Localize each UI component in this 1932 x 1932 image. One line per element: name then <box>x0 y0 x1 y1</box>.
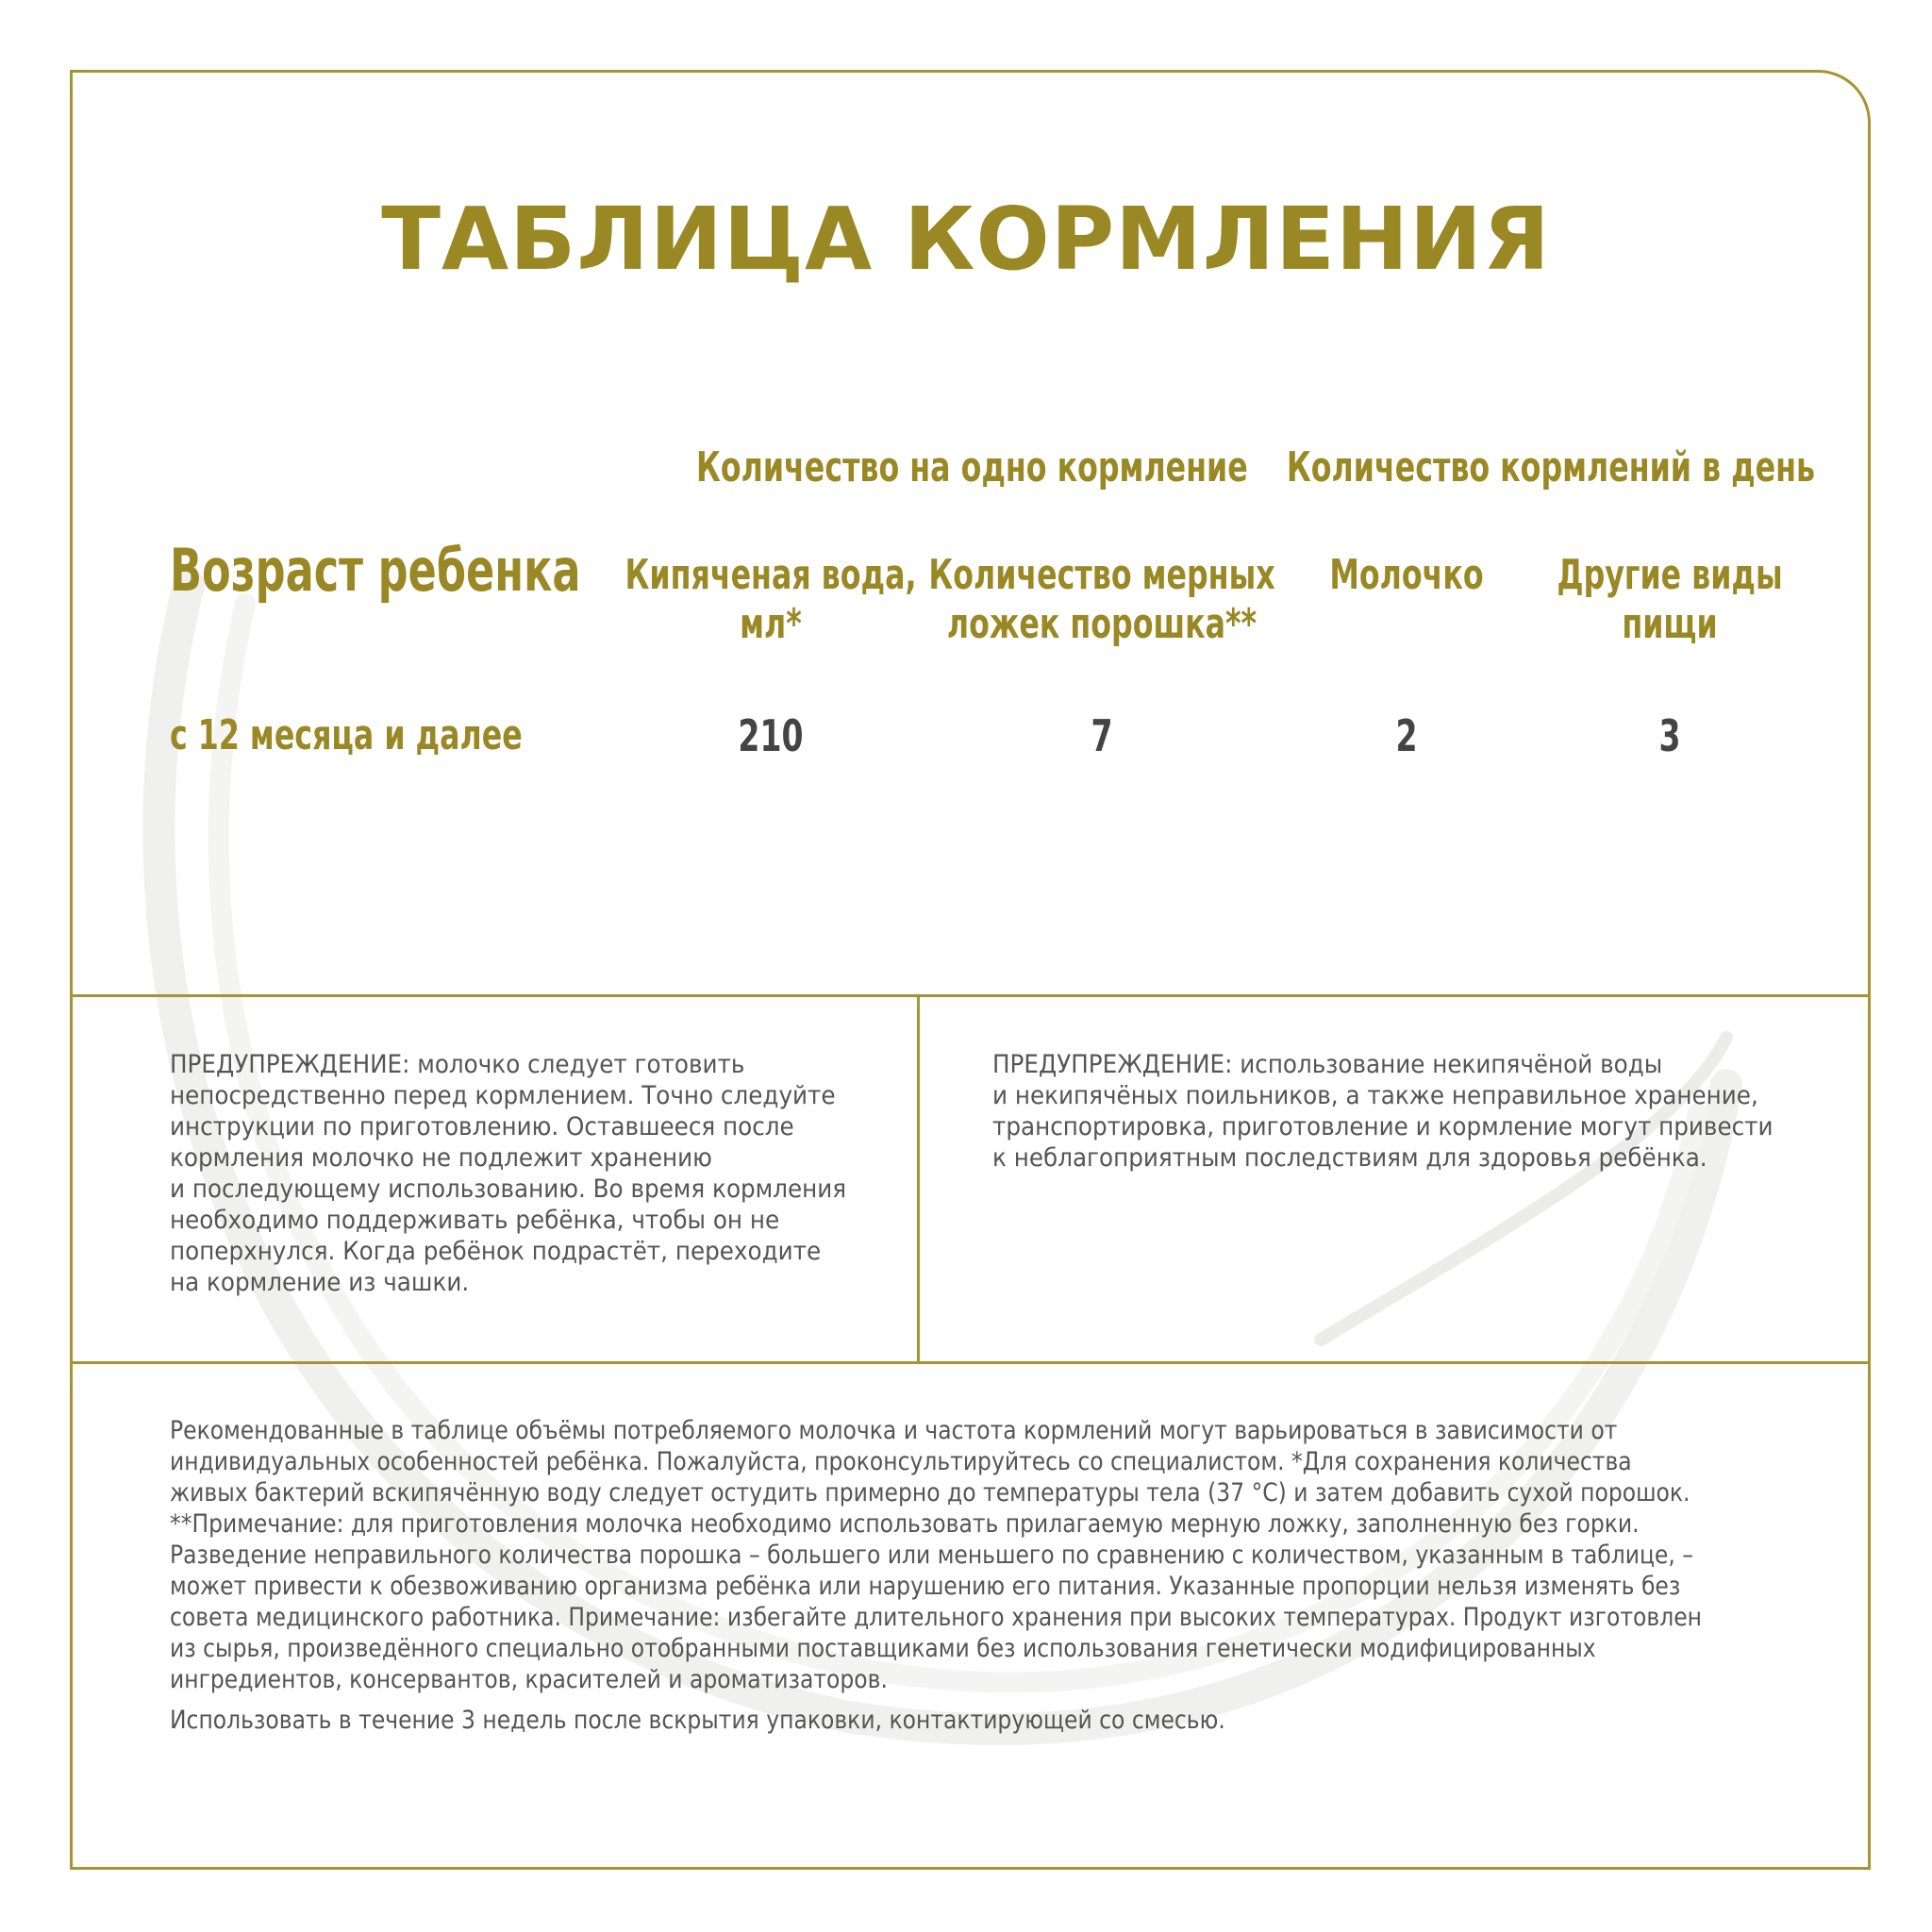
notes-paragraph: Рекомендованные в таблице объёмы потребляемого молочка и частота кормлений могут варьироваться в зависимости от индивидуальных особенностей ребёнка. Пожалуйста, проконсультируйтесь со специалистом. *Для сохранения количества живых бактерий вскипячённую воду следует остудить примерно до температуры тела (37 °С) и затем добавить сухой порошок. **Примечание: для приготовления молочка необходимо использовать прилагаемую мерную ложку, заполненную без горки. Разведение неправильного количества порошка – большего или меньшего по сравнению с количеством, указанным в таблице, – может привести к обезвоживанию организма ребёнка или нарушению его питания. Указанные пропорции нельзя изменять без совета медицинского работника. Примечание: избегайте длительного хранения при высоких температурах. Продукт изготовлен из сырья, произведённого специально отобранными поставщиками без использования генетически модифицированных ингредиентов, консервантов, красителей и ароматизаторов. Использовать в течение 3 недель после вскрытия упаковки, контактирующей со смесью. <box>170 1416 1702 1735</box>
value-scoops: 7 <box>1091 710 1113 761</box>
divider-bottom <box>70 1361 1871 1364</box>
subheader-other-food: Другие виды пищи <box>1557 551 1783 648</box>
warning-left: ПРЕДУПРЕЖДЕНИЕ: молочко следует готовить непосредственно перед кормлением. Точно следуйте инструкции по приготовлению. Оставшееся после кормления молочко не подлежит хранению и последующему использованию. Во время кормления необходимо поддерживать ребёнка, чтобы он не поперхнулся. Когда ребёнок подрастёт, переходите на кормление из чашки. <box>170 1050 847 1297</box>
value-water: 210 <box>738 710 804 761</box>
age-header: Возраст ребенка <box>170 536 581 605</box>
page-title: ТАБЛИЦА КОРМЛЕНИЯ <box>381 189 1551 290</box>
subheader-scoops: Количество мерных ложек порошка** <box>928 551 1275 648</box>
group-header-per-day: Количество кормлений в день <box>1286 443 1816 491</box>
value-milk-feedings: 2 <box>1395 710 1418 761</box>
usage-note: Использовать в течение 3 недель после вскрытия упаковки, контактирующей со смесью. <box>170 1706 1225 1735</box>
divider-vertical <box>917 994 920 1361</box>
warning-right: ПРЕДУПРЕЖДЕНИЕ: использование некипячёной воды и некипячёных поильников, а также неправильное хранение, транспортировка, приготовление и кормление могут привести к неблагоприятным последствиям для здоровья ребёнка. <box>992 1050 1774 1173</box>
subheader-boiled-water: Кипяченая вода, мл* <box>625 551 917 648</box>
subheader-milk: Молочко <box>1329 551 1484 599</box>
value-other-feedings: 3 <box>1658 710 1681 761</box>
divider-top <box>70 994 1871 997</box>
group-header-per-feeding: Количество на одно кормление <box>696 443 1248 491</box>
row-age: с 12 месяца и далее <box>170 711 523 759</box>
